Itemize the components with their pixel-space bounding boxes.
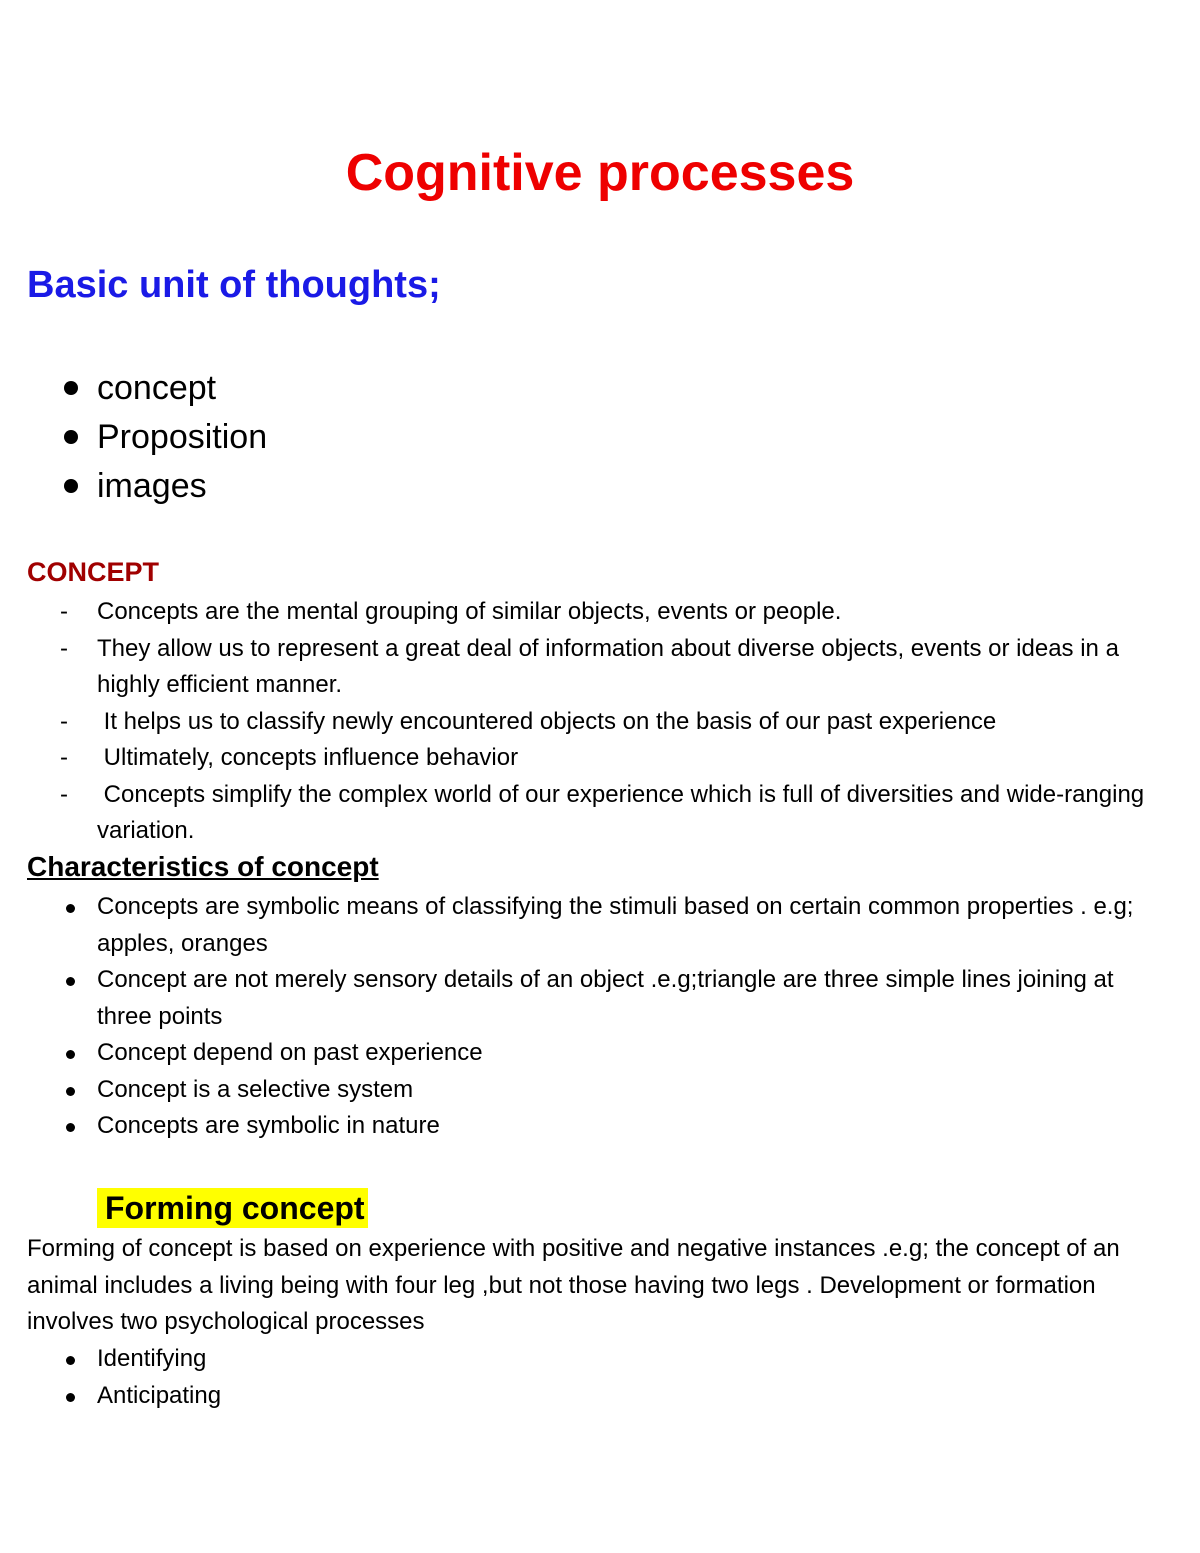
list-item	[0, 631, 1200, 704]
list-item	[0, 962, 1200, 1035]
basic-units-heading: Basic unit of thoughts;	[27, 264, 441, 306]
list-item-text: concept	[97, 369, 217, 407]
dash-marker: -	[60, 780, 68, 808]
list-item	[0, 1108, 1200, 1145]
bullet-icon	[66, 1356, 75, 1365]
basic-units-list	[0, 364, 267, 511]
dash-marker: -	[60, 634, 68, 662]
list-item	[0, 413, 267, 462]
bullet-icon	[66, 1087, 75, 1096]
list-item-text: Proposition	[97, 418, 268, 456]
list-item	[0, 462, 267, 511]
bullet-icon	[66, 977, 75, 986]
list-item-text: Identifying	[97, 1345, 207, 1372]
characteristics-list	[0, 889, 1200, 1145]
list-item	[0, 1378, 1200, 1415]
list-item-text: Concepts are symbolic in nature	[97, 1112, 440, 1139]
list-item	[0, 1341, 1200, 1378]
list-item	[0, 1072, 1200, 1109]
list-item-text: Ultimately, concepts influence behavior	[97, 744, 519, 771]
bullet-icon	[64, 430, 78, 444]
bullet-icon	[64, 381, 78, 395]
dash-marker: -	[60, 744, 68, 771]
list-item	[0, 364, 267, 413]
list-item-text: It helps us to classify newly encountered objects on the basis of our past experience	[97, 707, 997, 735]
dash-marker: -	[60, 707, 68, 735]
forming-concept-heading: Forming concept	[97, 1188, 368, 1228]
list-item	[0, 740, 1200, 777]
list-item	[0, 1035, 1200, 1072]
forming-concept-paragraph: Forming of concept is based on experience with positive and negative instances .e.g; the concept of an animal includes a living being with four leg ,but not those having two legs . Development or formation involves two psychological processes	[27, 1235, 1120, 1335]
list-item	[0, 777, 1200, 850]
list-item-text: images	[97, 467, 207, 505]
characteristics-heading: Characteristics of concept	[27, 851, 379, 882]
list-item	[0, 594, 1200, 631]
list-item-text: Concepts are the mental grouping of similar objects, events or people.	[97, 598, 842, 625]
list-item-text: They allow us to represent a great deal of information about diverse objects, events or ideas in a highly efficient manner.	[97, 634, 1119, 698]
processes-list	[0, 1341, 1200, 1414]
bullet-icon	[66, 1050, 75, 1059]
list-item-text: Anticipating	[97, 1381, 222, 1409]
list-item	[0, 704, 1200, 741]
bullet-icon	[64, 479, 78, 493]
list-item-text: Concept depend on past experience	[97, 1039, 483, 1066]
concept-heading: CONCEPT	[27, 557, 160, 587]
bullet-icon	[66, 1123, 75, 1132]
concept-points-list	[0, 594, 1200, 850]
list-item-text: Concepts are symbolic means of classifying the stimuli based on certain common properties . e.g; apples, oranges	[97, 893, 1134, 957]
list-item-text: Concept are not merely sensory details of an object .e.g;triangle are three simple lines joining at three points	[97, 966, 1114, 1030]
list-item-text: Concepts simplify the complex world of our experience which is full of diversities and wide-ranging variation.	[97, 780, 1151, 844]
bullet-icon	[66, 904, 75, 913]
dash-marker: -	[60, 598, 68, 625]
bullet-icon	[66, 1393, 75, 1402]
list-item	[0, 889, 1200, 962]
page-title: Cognitive processes	[345, 144, 855, 202]
list-item-text: Concept is a selective system	[97, 1075, 414, 1103]
